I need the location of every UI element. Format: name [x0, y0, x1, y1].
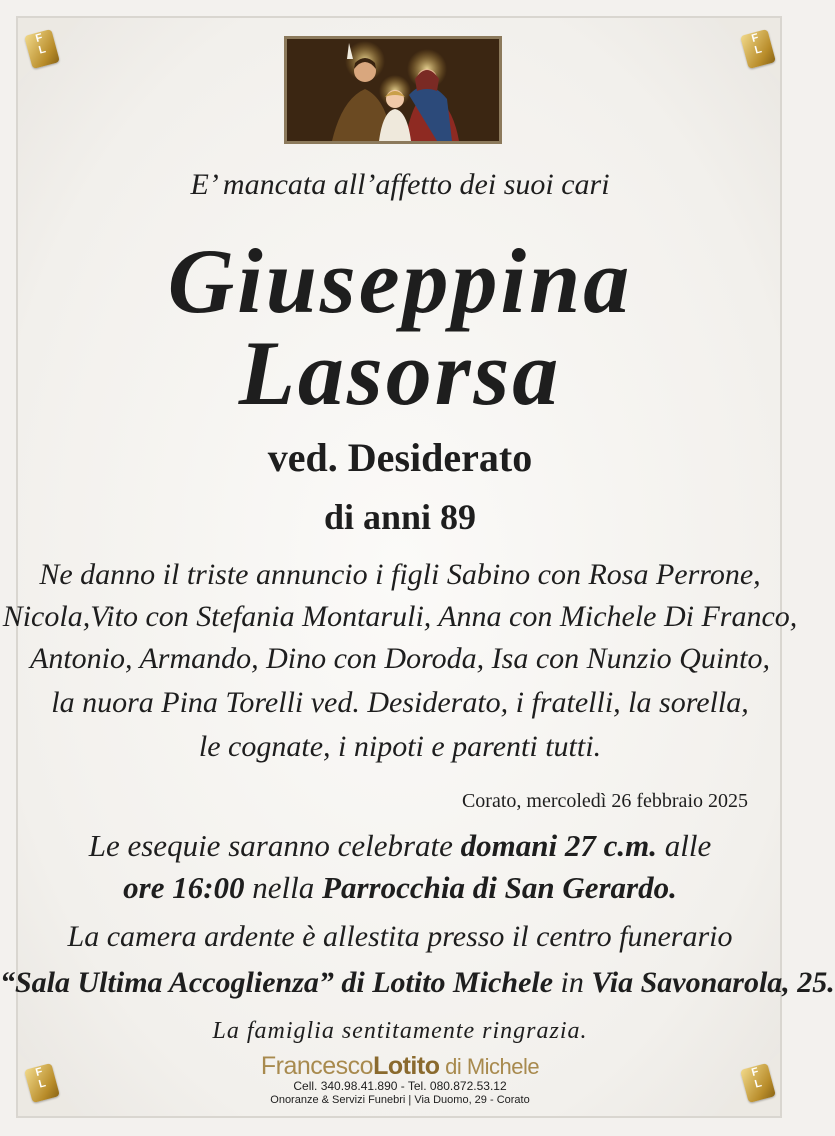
thanks-text: La famiglia sentitamente ringrazia.	[212, 1018, 588, 1044]
funeral-text: alle	[657, 828, 712, 863]
brand-last: Lotito	[373, 1052, 440, 1080]
funeral-line-3: La camera ardente è allestita presso il centro funerario	[67, 920, 733, 953]
funeral-line-2	[0, 870, 800, 906]
holy-family-image	[284, 36, 502, 144]
deceased-last-name: Lasorsa	[238, 322, 562, 424]
announcement-line: la nuora Pina Torelli ved. Desiderato, i fratelli, la sorella,	[51, 686, 749, 719]
intro-text: E’ mancata all’affetto dei suoi cari	[190, 168, 610, 201]
announcement-line: le cognate, i nipoti e parenti tutti.	[198, 730, 602, 763]
funeral-line-1	[0, 828, 800, 864]
funeral-hall: “Sala Ultima Accoglienza” di Lotito Michele	[0, 966, 554, 999]
funeral-home-services: Onoranze & Servizi Funebri | Via Duomo, 29 - Corato	[270, 1094, 530, 1106]
fl-logo-icon: F L	[24, 29, 60, 69]
funeral-date: domani 27 c.m.	[460, 828, 657, 863]
announcement-line: Ne danno il triste annuncio i figli Sabino con Rosa Perrone,	[39, 558, 761, 591]
brand-first: Francesco	[260, 1052, 374, 1080]
funeral-time: ore 16:00	[123, 870, 245, 905]
announcement-line: Antonio, Armando, Dino con Doroda, Isa con Nunzio Quinto,	[30, 642, 770, 675]
funeral-text: Le esequie saranno celebrate	[88, 828, 461, 863]
funeral-church: Parrocchia di San Gerardo.	[322, 870, 677, 905]
brand-suffix: di Michele	[439, 1054, 540, 1079]
holy-family-illustration	[287, 39, 499, 141]
age-text: di anni 89	[323, 497, 477, 537]
announcement-line: Nicola,Vito con Stefania Montaruli, Anna con Michele Di Franco,	[2, 600, 798, 633]
funeral-home-contacts: Cell. 340.98.41.890 - Tel. 080.872.53.12	[293, 1079, 507, 1093]
funeral-text: in	[553, 966, 592, 999]
deceased-first-name: Giuseppina	[167, 230, 633, 332]
funeral-line-4	[0, 966, 835, 1000]
funeral-text: nella	[244, 870, 323, 905]
place-date: Corato, mercoledì 26 febbraio 2025	[461, 790, 748, 812]
widow-of-text: ved. Desiderato	[267, 435, 533, 480]
funeral-address: Via Savonarola, 25.	[591, 966, 835, 999]
fl-logo-icon: F L	[24, 1063, 60, 1103]
fl-logo-icon: F L	[740, 29, 776, 69]
fl-logo-icon: F L	[740, 1063, 776, 1103]
funeral-home-brand	[0, 1052, 800, 1081]
